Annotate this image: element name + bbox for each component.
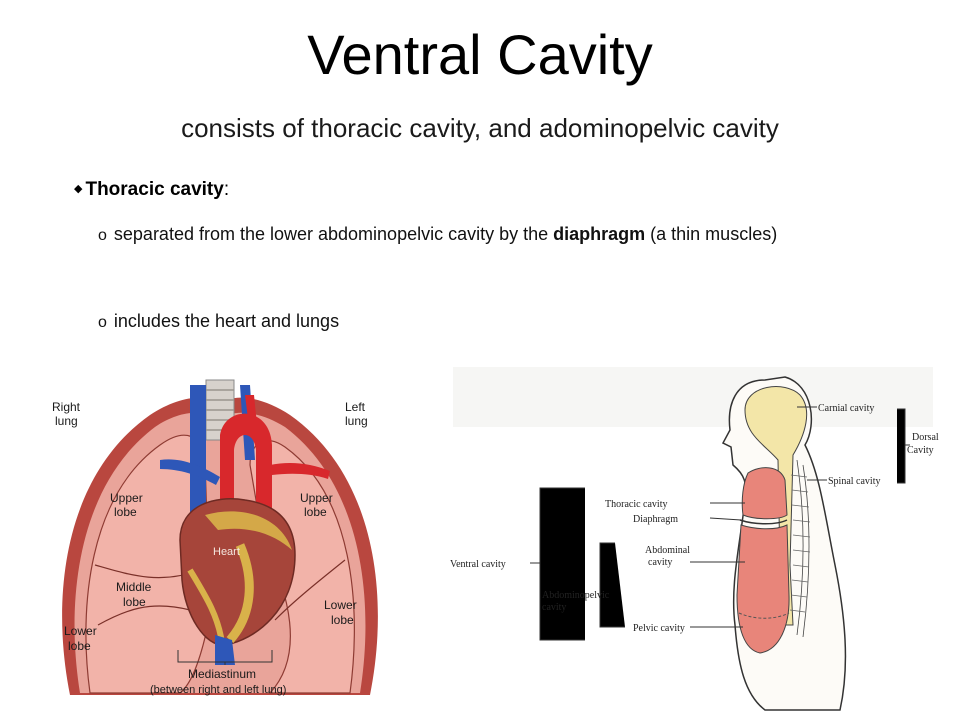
label-dorsal-cavity: Dorsal [912, 432, 939, 443]
slide-subtitle: consists of thoracic cavity, and adominopelvic cavity [181, 113, 779, 143]
thoracic-cavity [742, 468, 787, 519]
label-dorsal-cavity-2: Cavity [907, 445, 934, 456]
label-lower-lobe-right: Lower [64, 624, 97, 638]
label-cranial-cavity: Carnial cavity [818, 403, 875, 414]
label-abdominal-cavity: Abdominal [645, 545, 690, 556]
label-abdominopelvic-cavity: Abdominopelvic [542, 590, 610, 601]
label-lower-lobe-left-2: lobe [331, 613, 354, 627]
heart-lungs-illustration [40, 365, 400, 715]
sub-bullet-heart-lungs [98, 309, 858, 335]
label-mediastinum: Mediastinum [188, 667, 257, 681]
sub-bullet-text: includes the heart and lungs [108, 311, 340, 331]
bullet-icon: ◆ [74, 183, 83, 195]
abdominopelvic-cavity [737, 525, 789, 653]
label-diaphragm: Diaphragm [633, 514, 678, 525]
slide-title: Ventral Cavity [307, 23, 653, 86]
label-lower-lobe-left: Lower [324, 598, 357, 612]
label-middle-lobe-2: lobe [123, 595, 146, 609]
label-middle-lobe: Middle [116, 580, 152, 594]
label-abdominal-cavity-2: cavity [648, 557, 673, 568]
main-bullet-colon: : [223, 179, 230, 200]
body-cavities-illustration [445, 365, 945, 715]
label-ventral-cavity: Ventral cavity [450, 559, 506, 570]
label-left-lung: Left [345, 400, 366, 414]
label-thoracic-cavity: Thoracic cavity [605, 499, 668, 510]
sub-bullet-marker: o [98, 227, 107, 244]
sub-bullet-marker: o [98, 314, 107, 331]
label-upper-lobe-left: Upper [300, 491, 333, 505]
label-right-lung: Right [52, 400, 81, 414]
label-lower-lobe-right-2: lobe [68, 639, 91, 653]
main-bullet [74, 178, 229, 204]
label-upper-lobe-right: Upper [110, 491, 143, 505]
label-heart: Heart [213, 546, 240, 558]
sub-bullet-text-before: separated from the lower abdominopelvic cavity by the [108, 224, 554, 244]
label-pelvic-cavity: Pelvic cavity [633, 623, 685, 634]
label-mediastinum-note: (between right and left lung) [150, 684, 287, 696]
sub-bullet-keyword: diaphragm [553, 224, 646, 244]
label-upper-lobe-left-2: lobe [304, 505, 327, 519]
label-left-lung-2: lung [345, 414, 368, 428]
label-abdominopelvic-cavity-2: cavity [542, 602, 567, 613]
sub-bullet-text-after: (a thin muscles) [645, 224, 778, 244]
label-right-lung-2: lung [55, 414, 78, 428]
sub-bullet-diaphragm [98, 222, 858, 248]
main-bullet-term: Thoracic cavity [85, 179, 224, 200]
label-spinal-cavity: Spinal cavity [828, 476, 881, 487]
label-upper-lobe-right-2: lobe [114, 505, 137, 519]
